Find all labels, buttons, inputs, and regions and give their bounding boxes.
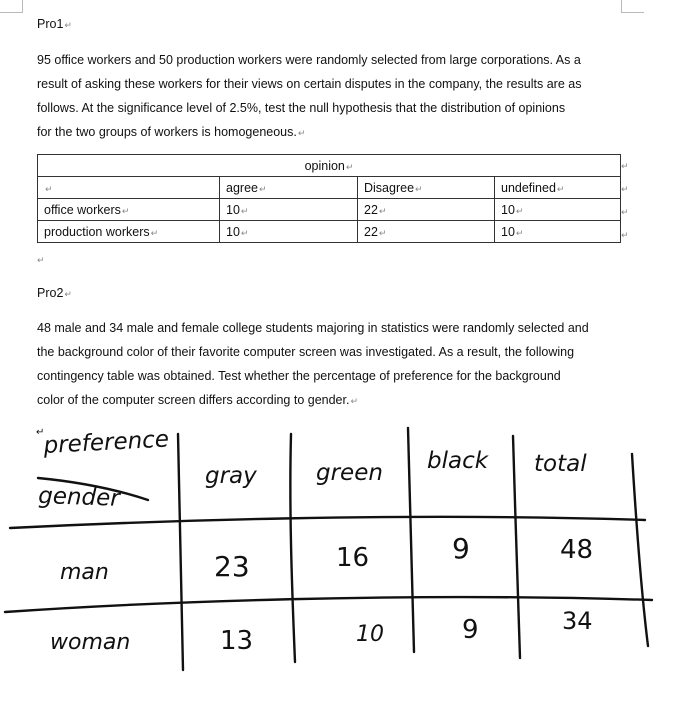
- column-label-total: total: [534, 451, 587, 477]
- grid-line: [290, 434, 295, 662]
- column-label-gray: gray: [205, 463, 257, 489]
- opinion-header: opinion↵: [38, 155, 621, 177]
- table-row: [38, 221, 621, 243]
- page-corner-top-left: [0, 0, 23, 13]
- table-cell: 13: [220, 626, 254, 656]
- text-line: contingency table was obtained. Test whether the percentage of preference for the background: [37, 369, 561, 383]
- table-cell: 10↵: [495, 199, 621, 221]
- row-label-woman: woman: [50, 630, 131, 655]
- empty-paragraph-mark: ↵: [37, 255, 45, 265]
- table-cell: 16: [336, 543, 370, 573]
- column-header-undefined: undefined↵: [495, 177, 621, 199]
- problem1-text: [37, 48, 620, 145]
- text-line: 48 male and 34 male and female college students majoring in statistics were randomly selected and: [37, 321, 589, 335]
- column-label-black: black: [427, 448, 489, 474]
- table-row: [38, 199, 621, 221]
- text-line: result of asking these workers for their views on certain disputes in the company, the results are as: [37, 77, 582, 91]
- corner-label-preference: preference: [42, 426, 170, 459]
- column-header-agree: agree↵: [220, 177, 358, 199]
- text-line: 95 office workers and 50 production workers were randomly selected from large corporations. As a: [37, 53, 581, 67]
- table-cell: 10↵: [220, 199, 358, 221]
- text-line: follows. At the significance level of 2.5%, test the null hypothesis that the distribution of opinions: [37, 101, 566, 115]
- grid-line: [408, 428, 414, 652]
- grid-line: [513, 436, 520, 658]
- table-cell: 22↵: [358, 199, 495, 221]
- row-end-mark: ↵: [621, 207, 629, 217]
- table-column-row: [38, 177, 621, 199]
- table-cell: 9: [452, 532, 470, 565]
- table-cell: 22↵: [358, 221, 495, 243]
- paragraph-mark: ↵: [36, 427, 45, 438]
- column-label-green: green: [316, 460, 383, 486]
- grid-line: [632, 454, 648, 646]
- row-end-mark: ↵: [621, 161, 629, 171]
- table-cell: 48: [560, 535, 594, 565]
- text-line: the background color of their favorite computer screen was investigated. As a result, the following: [37, 345, 575, 359]
- row-label-man: man: [60, 560, 109, 585]
- problem2-text: [37, 316, 620, 413]
- page-corner-top-right: [621, 0, 644, 13]
- text-line: color of the computer screen differs according to gender.↵: [37, 393, 358, 407]
- table-cell: 23: [214, 550, 250, 583]
- table-cell: 34: [562, 607, 593, 635]
- grid-line: [5, 597, 652, 612]
- text-line: for the two groups of workers is homogeneous.↵: [37, 125, 306, 139]
- row-label: office workers↵: [38, 199, 220, 221]
- table-cell: 10↵: [220, 221, 358, 243]
- problem2-title: Pro2↵: [37, 286, 72, 300]
- table-header-row: [38, 155, 621, 177]
- table-cell: 10: [356, 622, 384, 647]
- problem1-title: Pro1↵: [37, 17, 72, 31]
- opinion-table: [37, 154, 621, 243]
- handwritten-contingency-table: [0, 420, 686, 690]
- column-header-disagree: Disagree↵: [358, 177, 495, 199]
- row-label: production workers↵: [38, 221, 220, 243]
- grid-line: [178, 434, 183, 670]
- row-end-mark: ↵: [621, 230, 629, 240]
- corner-label-gender: gender: [37, 483, 121, 512]
- grid-line: [10, 517, 645, 528]
- table-cell: 9: [462, 615, 479, 645]
- table-cell: ↵: [38, 177, 220, 199]
- table-cell: 10↵: [495, 221, 621, 243]
- row-end-mark: ↵: [621, 184, 629, 194]
